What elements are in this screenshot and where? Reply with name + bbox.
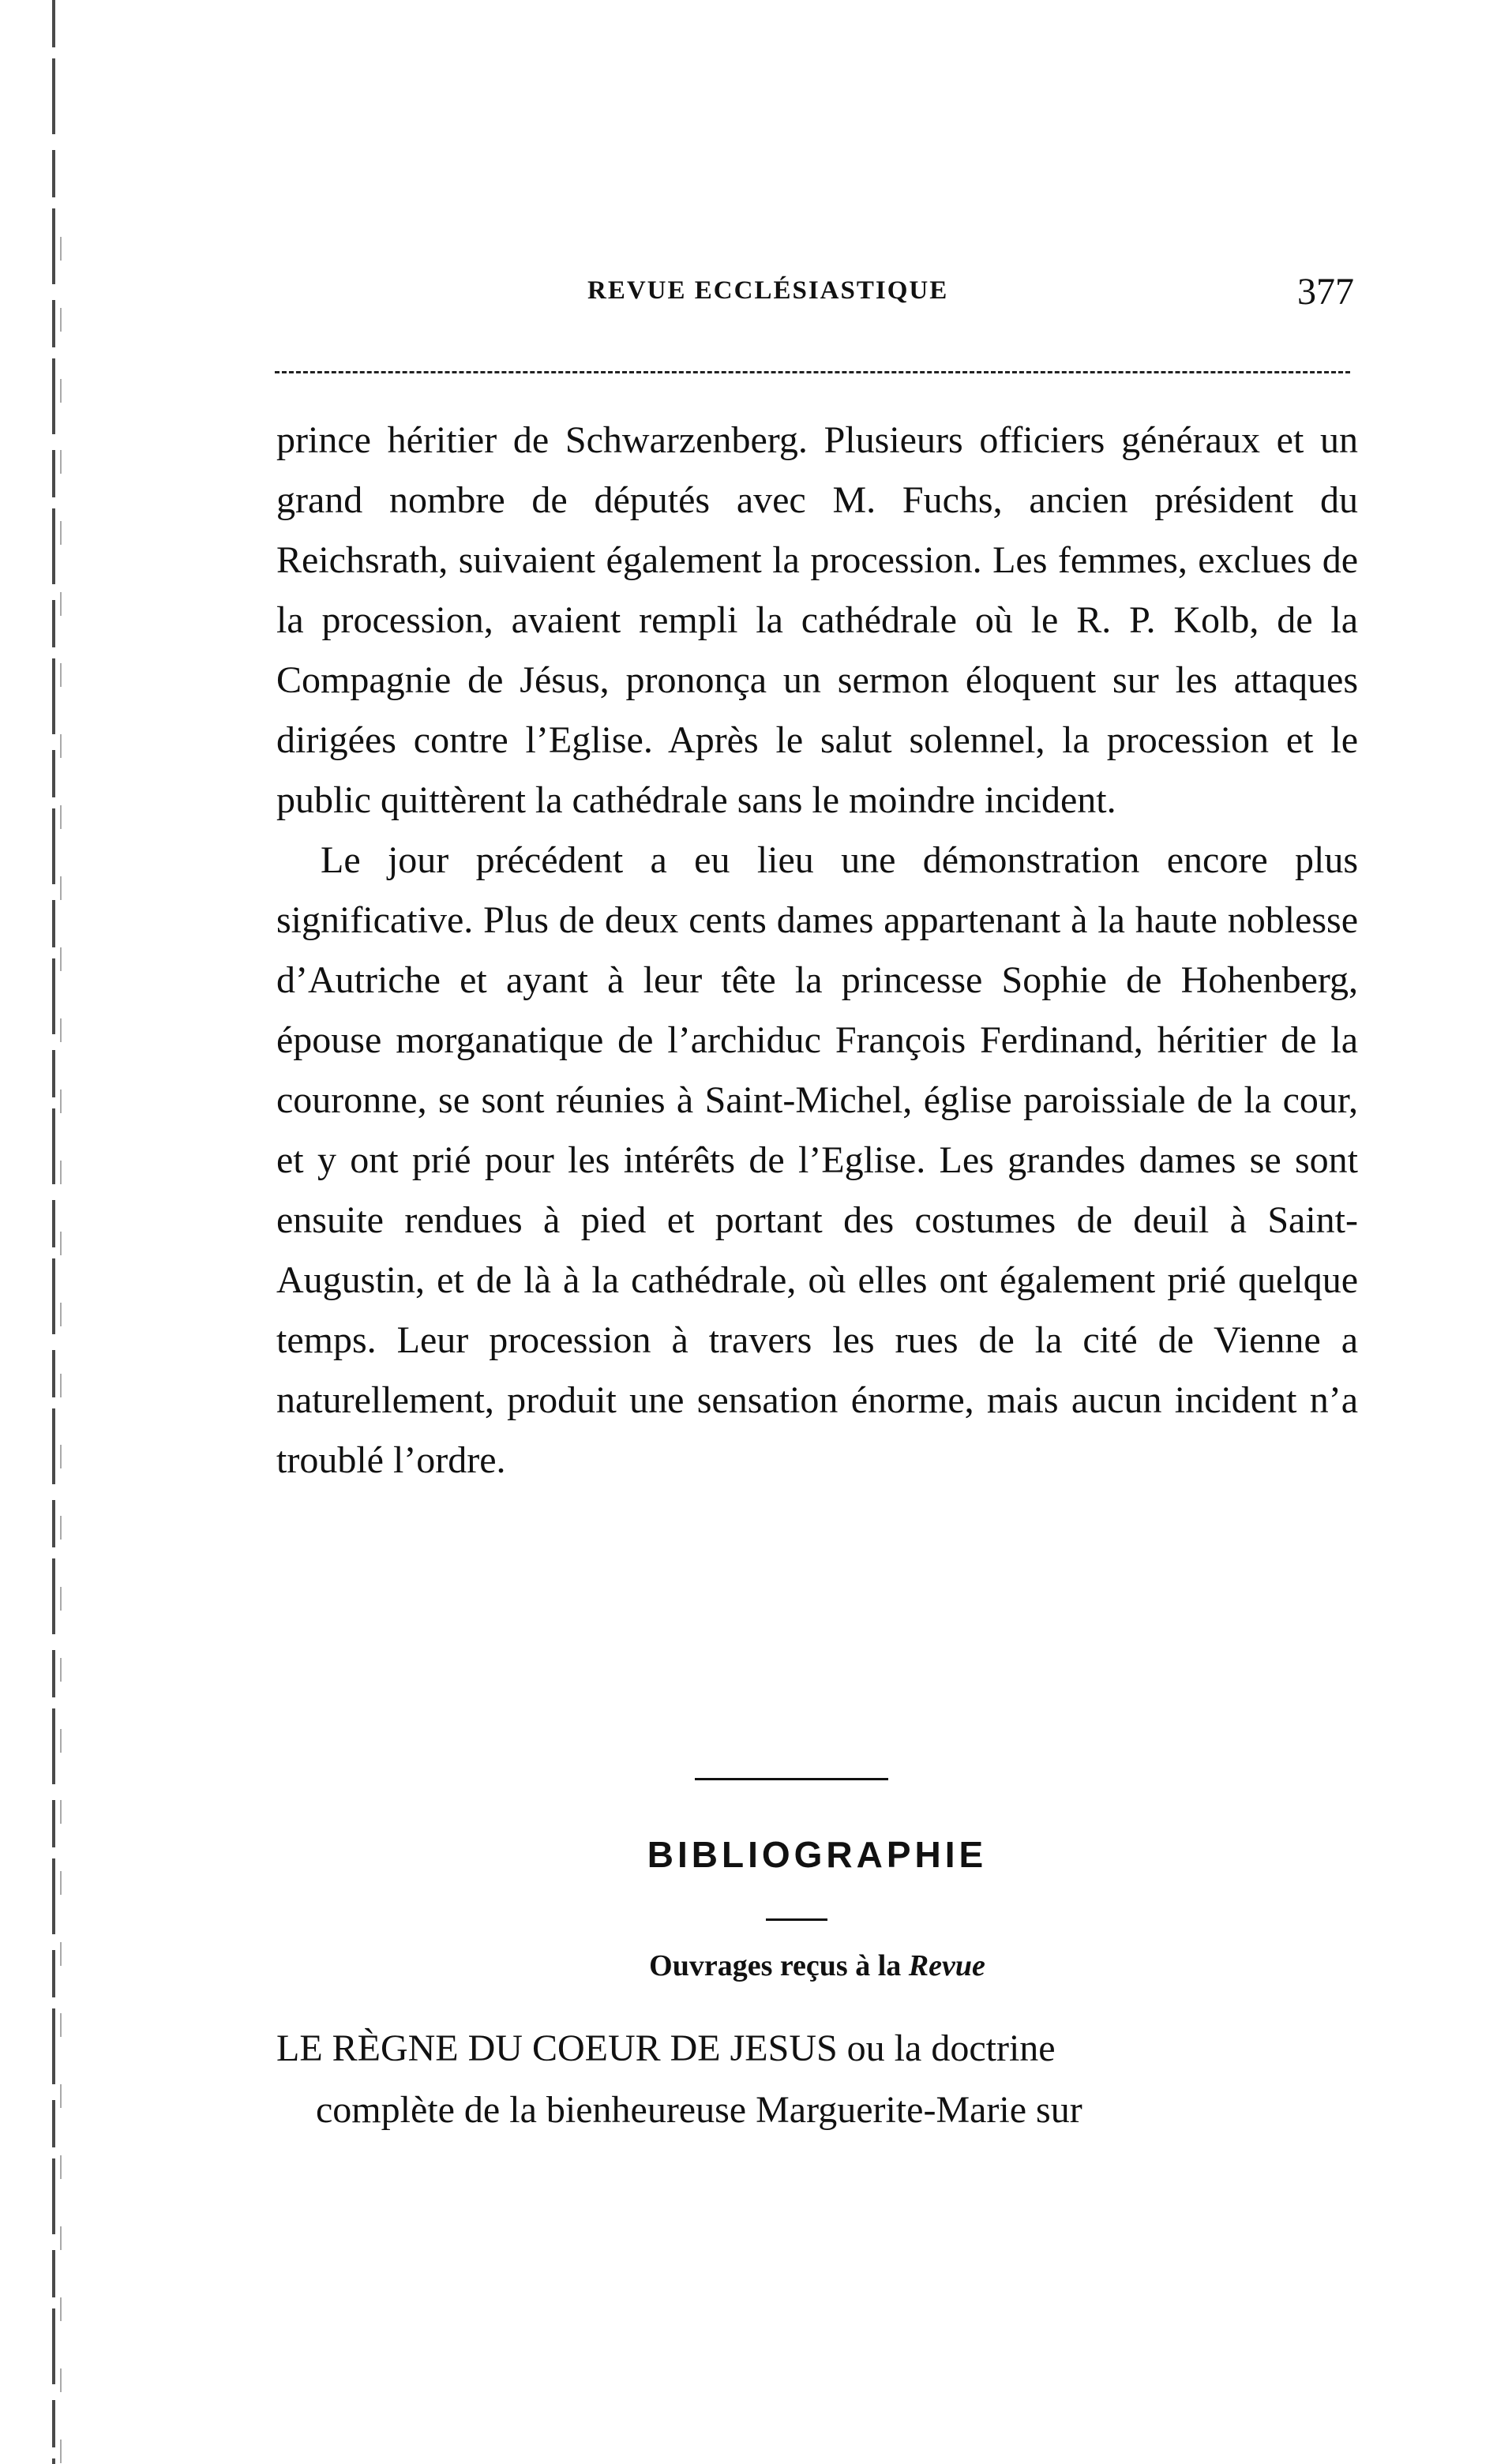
- section-divider-rule: [695, 1778, 888, 1780]
- page-binding-edge: [52, 0, 55, 2464]
- article-body: [276, 411, 1358, 1491]
- paragraph-2: Le jour précédent a eu lieu une démonstration encore plus significative. Plus de deux cents dames appartenant à la haute noblesse d’Autriche et ayant à leur tête la princesse Sophie de Hohenberg, épouse morganatique de l’archiduc François Ferdinand, héritier de la couronne, se sont réunies à Saint-Michel, église paroissiale de la cour, et y ont prié pour les intérêts de l’Eglise. Les grandes dames se sont ensuite rendues à pied et portant des costumes de deuil à Saint-Augustin, et de là à la cathédrale, où elles ont également prié quelque temps. Leur procession à travers les rues de la cité de Vienne a naturellement, produit une sensation énorme, mais aucun incident n’a troublé l’ordre.: [276, 839, 1358, 1481]
- subtitle-prefix: Ouvrages reçus à la: [649, 1949, 902, 1982]
- bibliography-entry: [276, 2018, 1358, 2141]
- bibliography-entry-line-2: complète de la bienheureuse Marguerite-Marie sur: [316, 2089, 1082, 2131]
- page-binding-edge-secondary: [60, 237, 62, 2464]
- bibliography-subtitle: [276, 1948, 1358, 1983]
- header-rule: [275, 371, 1350, 373]
- bibliography-heading: BIBLIOGRAPHIE: [647, 1834, 988, 1875]
- subtitle-italic: Revue: [908, 1949, 985, 1982]
- paragraph-1: prince héritier de Schwarzenberg. Plusieurs officiers généraux et un grand nombre de députés avec M. Fuchs, ancien président du Reichsrath, suivaient également la procession. Les femmes, exclues de la procession, avaient rempli la cathédrale où le R. P. Kolb, de la Compagnie de Jésus, prononça un sermon éloquent sur les attaques dirigées contre l’Eglise. Après le salut solennel, la procession et le public quittèrent la cathédrale sans le moindre incident.: [276, 419, 1358, 821]
- heading-short-rule: [766, 1918, 827, 1921]
- page-number: 377: [1297, 271, 1354, 313]
- bibliography-entry-line-1: LE RÈGNE DU COEUR DE JESUS ou la doctrine: [276, 2027, 1056, 2069]
- page-header: [268, 271, 1354, 324]
- running-title: REVUE ECCLÉSIASTIQUE: [587, 276, 949, 305]
